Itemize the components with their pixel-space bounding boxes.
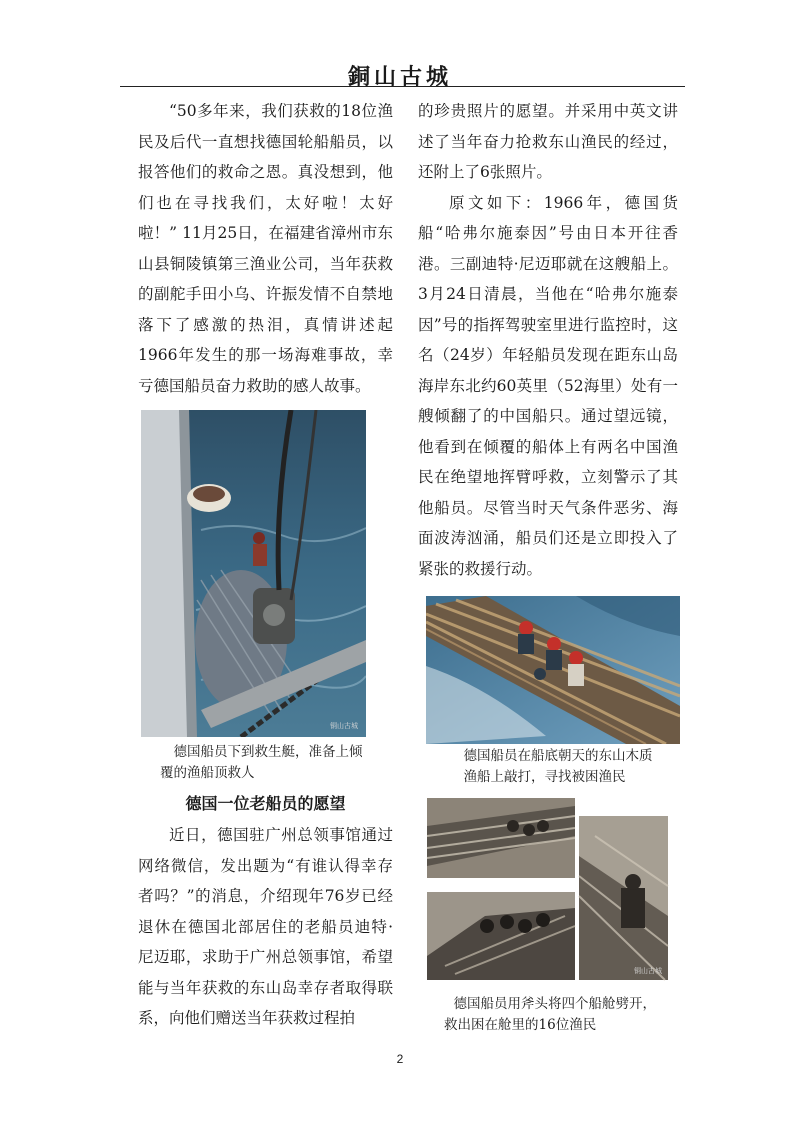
section-heading: 德国一位老船员的愿望 [185, 794, 346, 813]
photo-lifeboat-caption [160, 742, 390, 784]
photo-collage-caption-line1: 德国船员用斧头将四个船舱劈开， [453, 996, 656, 1012]
photo-collage [425, 796, 670, 982]
section-paragraph: 近日，德国驻广州总领事馆通过网络微信，发出题为“有谁认得幸存者吗？”的消息，介绍现年76岁已经退休在德国北部居住的老船员迪特· 尼迈耶，求助于广州总领事馆，希望能与当年获救的东山岛幸存者取得联系，向他们赠送当年获救过程拍 [138, 826, 393, 1027]
photo-collage-watermark: 铜山古城 [634, 967, 662, 975]
photo-overturned-boat-caption-line1: 德国船员在船底朝天的东山木质 [463, 748, 653, 764]
photo-overturned-boat-caption-line2: 渔船上敲打，寻找被困渔民 [463, 769, 626, 785]
photo-lifeboat-caption-line2: 覆的渔船顶救人 [160, 765, 255, 781]
photo-lifeboat-caption-line1: 德国船员下到救生艇，准备上倾 [173, 744, 363, 760]
photo-overturned-boat-image [426, 596, 680, 744]
right-paragraph-2: 原文如下：1966年，德国货船“哈弗尔施泰因”号由日本开往香港。三副迪特·尼迈耶就在这艘船上。3月24日清晨，当他在“哈弗尔施泰因”号的指挥驾驶室里进行监控时，这名（24岁）年轻船员发现在距东山岛海岸东北约60英里（52海里）处有一艘倾翻了的中国船只。通过望远镜，他看到在倾覆的船体上有两名中国渔民在绝望地挥臂呼救，立刻警示了其他船员。尽管当时天气条件恶劣、海面波涛汹涌，船员们还是立即投入了紧张的救援行动。 [418, 193, 678, 578]
intro-paragraph: “50多年来，我们获救的18位渔民及后代一直想找德国轮船船员，以报答他们的救命之恩。真没想到，他们也在寻找我们，太好啦！太好啦！” 11月25日，在福建省漳州市东山县铜陵镇第三渔业公司，当年获救的副舵手田小乌、许振发情不自禁地落下了感激的热泪，真情讲述起1966年发生的那一场海难事故，幸亏德国船员奋力救助的感人故事。 [138, 102, 393, 395]
right-paragraph-1: 的珍贵照片的愿望。并采用中英文讲述了当年奋力抢救东山渔民的经过，还附上了6张照片。 [418, 102, 678, 181]
photo-overturned-boat [426, 596, 680, 744]
section-text [138, 820, 393, 1034]
photo-lifeboat-watermark: 铜山古城 [330, 722, 358, 730]
page-number: 2 [396, 1052, 404, 1066]
photo-collage-image [425, 796, 670, 982]
header-divider [120, 86, 685, 87]
left-column-text [138, 96, 393, 401]
photo-collage-caption-line2: 救出困在舱里的16位渔民 [444, 1017, 597, 1033]
photo-lifeboat [141, 410, 366, 737]
page-header-title: 銅山古城 [347, 64, 452, 90]
photo-collage-caption [440, 994, 685, 1036]
photo-lifeboat-image [141, 410, 366, 737]
right-column-text [418, 96, 678, 584]
photo-overturned-boat-caption [450, 746, 680, 788]
